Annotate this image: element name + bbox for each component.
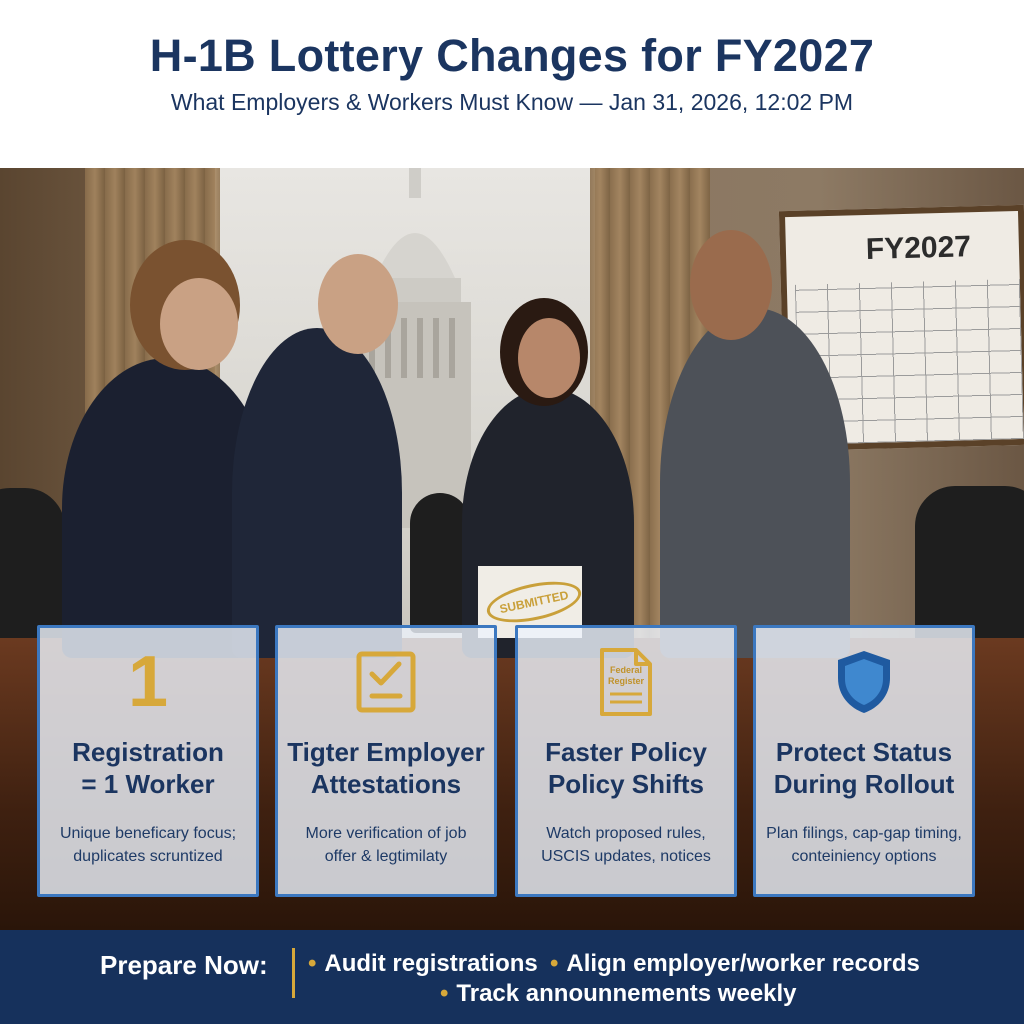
card-heading-line2: = 1 Worker [81, 769, 215, 799]
checklist-icon [278, 646, 494, 718]
head-man-polo [690, 230, 772, 340]
card-heading [518, 736, 734, 800]
card-desc-line2: conteiniency options [791, 848, 937, 865]
face-woman-center [518, 318, 580, 398]
footer-item-text: Track announnements weekly [456, 980, 797, 1007]
card-desc-line2: offer & legtimilaty [324, 848, 448, 865]
bullet-icon: • [550, 950, 559, 977]
card-registration [37, 625, 259, 897]
bullet-icon: • [440, 980, 449, 1007]
person-man-suit [232, 328, 402, 658]
footer-item-text: Align employer/worker records [566, 950, 920, 977]
footer-divider [292, 948, 295, 998]
card-description [44, 822, 252, 868]
card-description [522, 822, 730, 868]
number-one-icon [40, 642, 256, 722]
head-man-suit [318, 254, 398, 354]
card-heading-line1: Registration [72, 737, 224, 767]
card-desc-line2: duplicates scruntized [73, 848, 223, 865]
footer-item-track [440, 980, 797, 1008]
card-heading-line1: Tigter Employer [287, 737, 485, 767]
card-heading [756, 736, 972, 800]
footer-item-align [550, 950, 920, 978]
submitted-stamp: SUBMITTED [483, 574, 584, 629]
footer-label: Prepare Now: [100, 950, 268, 980]
calendar-title: FY2027 [865, 230, 972, 266]
card-heading-line2: Policy Shifts [547, 769, 705, 799]
bullet-icon: • [308, 950, 317, 977]
card-protect-status [753, 625, 975, 897]
card-heading-line2: Attestations [310, 769, 462, 799]
shield-icon [756, 646, 972, 718]
page-title: H-1B Lottery Changes for FY2027 [149, 30, 875, 81]
card-desc-line2: USCIS updates, notices [541, 848, 711, 865]
number-one-glyph: 1 [127, 642, 169, 722]
card-heading-line1: Protect Status [775, 737, 953, 767]
card-desc-line1: More verification of job [305, 825, 467, 842]
card-description [760, 822, 968, 868]
card-description [282, 822, 490, 868]
card-desc-line1: Unique beneficary focus; [59, 825, 237, 842]
card-heading [278, 736, 494, 800]
federal-register-document-icon [518, 646, 734, 718]
face-woman-left [160, 278, 238, 370]
chair-center [410, 493, 470, 633]
person-man-polo [660, 308, 850, 658]
card-desc-line1: Watch proposed rules, [546, 825, 706, 842]
card-heading-line2: During Rollout [773, 769, 955, 799]
card-policy-shifts [515, 625, 737, 897]
card-heading-line1: Faster Policy [545, 737, 707, 767]
footer-item-text: Audit registrations [324, 950, 538, 977]
footer-banner [0, 930, 1024, 1024]
footer-item-audit [308, 950, 538, 978]
card-desc-line1: Plan filings, cap-gap timing, [766, 825, 962, 842]
page-subtitle: What Employers & Workers Must Know — Jan 31, 2026, 12:02 PM [170, 89, 854, 115]
card-heading [40, 736, 256, 800]
federal-register-text-2: Register [607, 676, 645, 686]
card-employer-attestations [275, 625, 497, 897]
header [0, 0, 1024, 168]
federal-register-text-1: Federal [609, 665, 643, 675]
